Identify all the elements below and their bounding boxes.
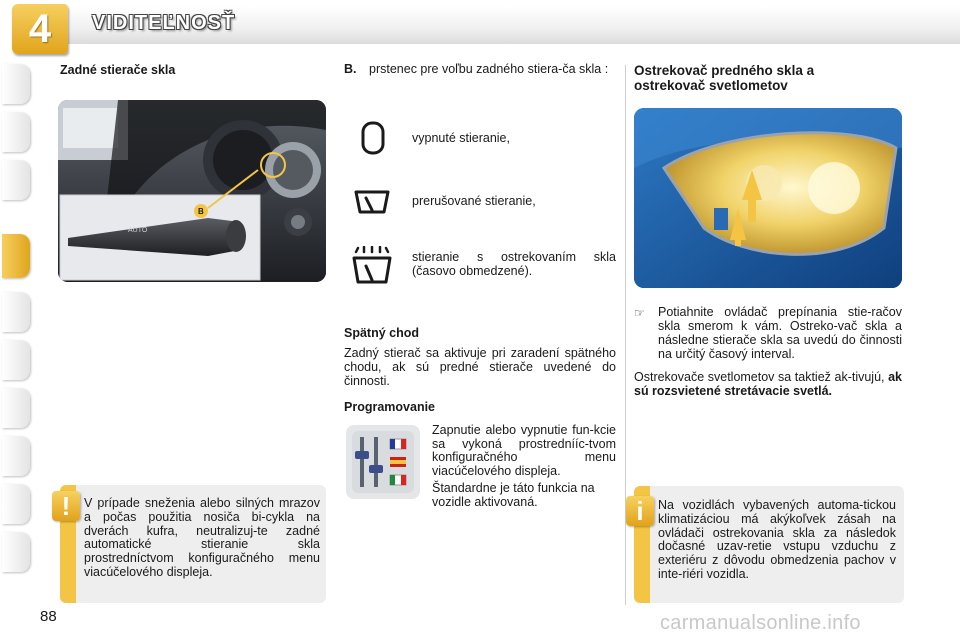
headlamp-illustration bbox=[634, 108, 902, 288]
washer-title-line2: ostrekovač svetlometov bbox=[634, 78, 788, 93]
bullet-text: Potiahnite ovládač prepínania stie-račov skla smerom k vám. Ostreko-vač skla a následne stierače skla sa uvedú do činnosti na určitý časový interval. bbox=[658, 305, 902, 361]
info-note bbox=[634, 486, 904, 603]
wiper-stalk-illustration bbox=[58, 100, 326, 282]
settings-sliders-icon bbox=[346, 425, 420, 499]
headlamp-text-bold: ak sú rozsvietené stretávacie svetlá. bbox=[634, 370, 902, 398]
page-number: 88 bbox=[40, 608, 57, 625]
mode-wash-text: stieranie s ostrekovaním skla (časovo obmedzené). bbox=[412, 250, 616, 278]
ring-intro: prstenec pre voľbu zadného stiera-ča skla : bbox=[369, 62, 609, 76]
warning-note bbox=[60, 485, 326, 603]
svg-text:B: B bbox=[198, 207, 204, 216]
programming-text-1: Zapnutie alebo vypnutie fun-kcie sa vykoná prostrednííc-tvom konfiguračného menu viacúčelového displeja. bbox=[432, 423, 616, 478]
side-tab-active[interactable] bbox=[2, 234, 30, 278]
wiper-wash-icon bbox=[350, 246, 394, 290]
rear-wipers-title: Zadné stierače skla bbox=[60, 63, 176, 77]
side-tab-7[interactable] bbox=[2, 388, 30, 428]
reverse-title: Spätný chod bbox=[344, 326, 420, 340]
mode-intermittent-text: prerušované stieranie, bbox=[412, 194, 536, 208]
warning-note-text: V prípade sneženia alebo silných mrazov a počas použitia nosiča bi-cykla na dverách kufra, neutralizuj-te zadné automatické stieranie skla prostredníctvom konfiguračného menu viacúčelového displeja. bbox=[84, 496, 320, 579]
side-tab-5[interactable] bbox=[2, 292, 30, 332]
wiper-intermittent-icon bbox=[352, 186, 392, 220]
headlamp-photo bbox=[634, 108, 902, 288]
chapter-number: 4 bbox=[28, 7, 52, 51]
side-tab-2[interactable] bbox=[2, 112, 30, 152]
info-icon: i bbox=[626, 496, 654, 526]
washer-title-line1: Ostrekovač predného skla a bbox=[634, 63, 815, 78]
svg-text:AUTO: AUTO bbox=[128, 227, 148, 234]
warning-icon: ! bbox=[52, 491, 80, 521]
side-tab-1[interactable] bbox=[2, 64, 30, 104]
mode-off-text: vypnuté stieranie, bbox=[412, 131, 510, 145]
chapter-tab bbox=[12, 4, 68, 54]
wiper-off-icon bbox=[358, 120, 388, 156]
side-tab-8[interactable] bbox=[2, 436, 30, 476]
watermark: carmanualsonline.info bbox=[660, 612, 861, 634]
chapter-title: VIDITEĽNOSŤ bbox=[92, 12, 236, 34]
side-tab-9[interactable] bbox=[2, 484, 30, 524]
headlamp-washer-text bbox=[634, 370, 902, 398]
info-note-text: Na vozidlách vybavených automa-tickou klimatizáciou má akýkoľvek zásah na ovládači ostrekovania skla za následok dočasné uzav-retie vstupu vzduchu z exteriéru z dôvodu obmedzenia pachov v inte-riéri vozidla. bbox=[658, 498, 896, 581]
side-tab-6[interactable] bbox=[2, 340, 30, 380]
programming-title: Programovanie bbox=[344, 400, 436, 414]
programming-text-2: Štandardne je táto funkcia na vozidle aktivovaná. bbox=[432, 481, 595, 509]
wiper-stalk-photo bbox=[58, 100, 326, 282]
headlamp-text-normal: Ostrekovače svetlometov sa taktiež ak-tivujú, bbox=[634, 370, 889, 384]
side-tab-10[interactable] bbox=[2, 532, 30, 572]
ring-label: B. bbox=[344, 62, 357, 76]
page-header bbox=[0, 0, 960, 58]
side-tab-3[interactable] bbox=[2, 160, 30, 200]
reverse-text: Zadný stierač sa aktivuje pri zaradení spätného chodu, ak sú predné stierače uvedené do činnosti. bbox=[344, 346, 616, 388]
display-menu-image bbox=[346, 425, 420, 499]
bullet-icon: ☞ bbox=[634, 306, 645, 320]
